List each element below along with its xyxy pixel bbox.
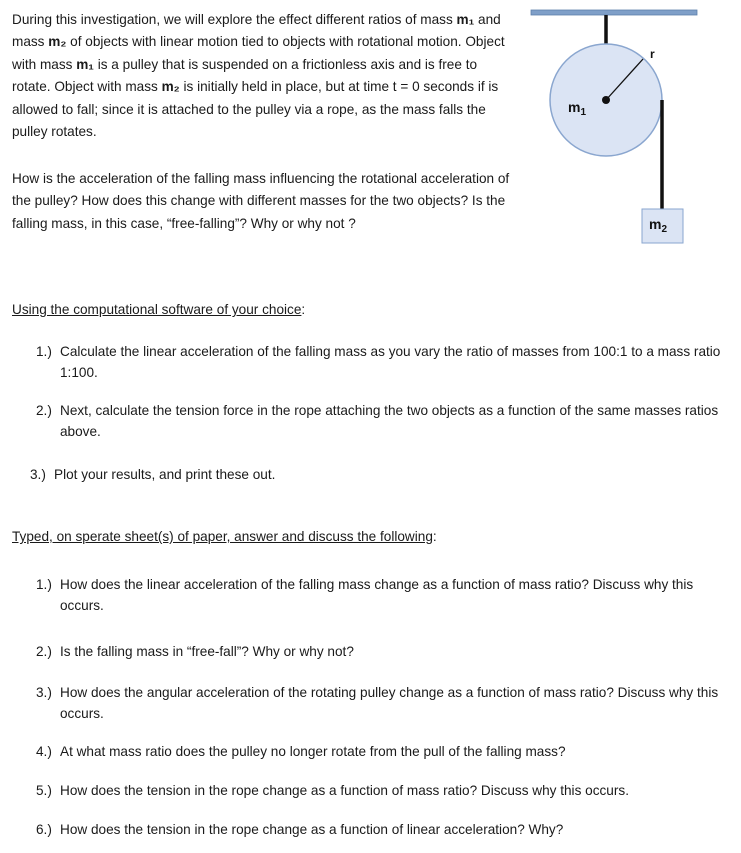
item-number: 5.) (36, 783, 52, 798)
computational-item-2 (36, 400, 726, 442)
item-number: 6.) (36, 822, 52, 837)
intro-text: is a pulley that is suspended on a frictionless axis and is free to rotate. Object with mass (12, 56, 478, 95)
item-text: Is the falling mass in “free-fall”? Why or why not? (60, 644, 354, 659)
intro-paragraph (12, 9, 517, 143)
pulley-diagram (528, 6, 706, 244)
typed-item-3 (36, 682, 726, 724)
mass-m2-symbol: m₂ (161, 79, 180, 95)
radius-label: r (650, 47, 655, 61)
item-number: 3.) (36, 685, 52, 700)
intro-text: is initially held in place, but at time t = 0 seconds if is allowed to fall; since it is attached to the pulley via a rope, as the mass falls the pulley rotates. (12, 79, 499, 140)
item-number: 1.) (36, 577, 52, 592)
item-number: 1.) (36, 344, 52, 359)
mass-m2-label: $m_2$ (649, 216, 668, 235)
item-number: 4.) (36, 744, 52, 759)
item-text: At what mass ratio does the pulley no longer rotate from the pull of the falling mass? (60, 744, 566, 759)
typed-item-6 (36, 819, 726, 840)
computational-heading: Using the computational software of your choice: (12, 302, 306, 317)
question-paragraph: How is the acceleration of the falling mass influencing the rotational acceleration of the pulley? How does this change with different masses for the two objects? Is the falling mass, in this case, “free-falling”? Why or why not ? (12, 171, 510, 231)
pulley-axle (602, 96, 610, 104)
typed-item-5 (36, 780, 726, 801)
intro-text: During this investigation, we will explore the effect different ratios of mass (12, 12, 457, 27)
typed-item-2 (36, 641, 726, 662)
mass-m1-symbol: m₁ (76, 56, 94, 72)
intro-text: of objects with linear motion tied to objects with rotational motion. Object with mass (12, 34, 505, 72)
computational-item-3 (30, 464, 720, 485)
intro-text: and mass (12, 12, 501, 50)
typed-item-4 (36, 741, 726, 762)
item-text: How does the tension in the rope change as a function of mass ratio? Discuss why this occurs. (60, 783, 629, 798)
item-text: Next, calculate the tension force in the rope attaching the two objects as a function of the same masses ratios above. (60, 403, 719, 439)
typed-heading: Typed, on sperate sheet(s) of paper, answer and discuss the following: (12, 529, 437, 544)
typed-item-1 (36, 574, 726, 616)
computational-item-1 (36, 341, 726, 383)
item-text: Plot your results, and print these out. (54, 467, 276, 482)
mass-m2-symbol: m₂ (48, 34, 67, 50)
item-text: How does the tension in the rope change as a function of linear acceleration? Why? (60, 822, 564, 837)
item-number: 2.) (36, 644, 52, 659)
item-number: 2.) (36, 403, 52, 418)
item-text: Calculate the linear acceleration of the falling mass as you vary the ratio of masses from 100:1 to a mass ratio 1:100. (60, 344, 721, 380)
item-text: How does the linear acceleration of the falling mass change as a function of mass ratio? Discuss why this occurs. (60, 577, 694, 613)
item-number: 3.) (30, 467, 46, 482)
item-text: How does the angular acceleration of the rotating pulley change as a function of mass ratio? Discuss why this occurs. (60, 685, 719, 721)
mass-m1-label: $m_1$ (568, 99, 587, 118)
ceiling-bar (531, 10, 697, 15)
mass-m1-symbol: m₁ (456, 12, 475, 27)
